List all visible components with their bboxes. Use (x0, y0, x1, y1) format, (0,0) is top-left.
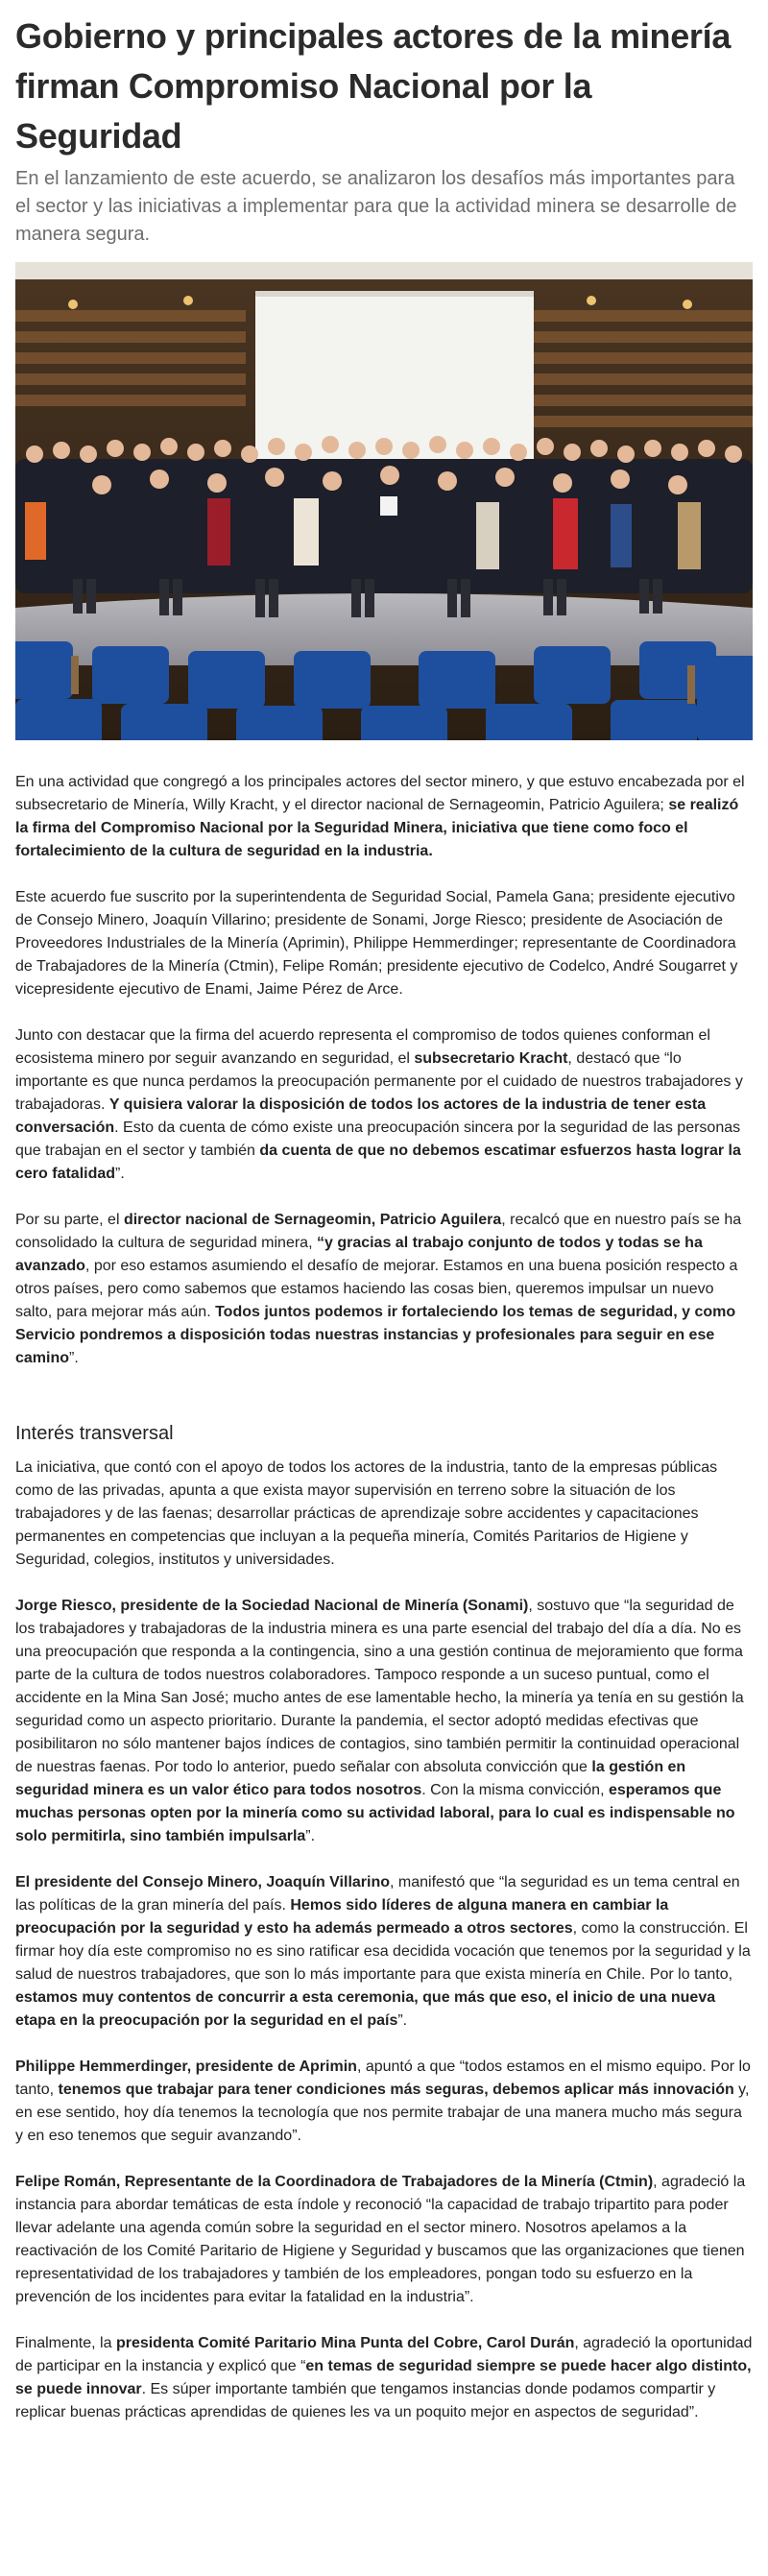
hero-photo (15, 262, 753, 740)
bold-text: Philippe Hemmerdinger, presidente de Aprimin (15, 2058, 357, 2075)
text: . Es súper importante también que tengamos instancias donde podamos compartir y replicar buenas prácticas aprendidas de quienes les va un poquito mejor en aspectos de seguridad”. (15, 2381, 716, 2420)
text: ”. (69, 1350, 79, 1366)
bold-text: Felipe Román, Representante de la Coordinadora de Trabajadores de la Minería (Ctmin) (15, 2174, 654, 2190)
text: , apuntó a que “todos estamos en el mismo equipo. Por lo tanto, (15, 2058, 751, 2098)
body-paragraph (15, 886, 753, 1001)
text: Junto con destacar que la firma del acuerdo representa el compromiso de todos quienes conforman el ecosistema minero por seguir avanzando en seguridad, el (15, 1027, 710, 1067)
text: La iniciativa, que contó con el apoyo de todos los actores de la industria, tanto de la empresas públicas como de las privadas, apunta a que exista mayor supervisión en terreno sobre la situación de los trabajadores y de las faenas; desarrollar prácticas de aprendizaje sobre accidentes y capacitaciones permanentes en competencias que incluyan a la pequeña minería, Comités Paritarios de Higiene y Seguridad, colegios, institutos y universidades. (15, 1459, 718, 1568)
text: , manifestó que “la seguridad es un tema central en las políticas de la gran minería del país. (15, 1874, 740, 1914)
text: , agradeció la oportunidad de participar en la instancia y explicó que “ (15, 2335, 753, 2374)
text: . Esto da cuenta de cómo existe una preocupación sincera por la seguridad de las personas que trabajan en el sector y también (15, 1119, 741, 1159)
text: Finalmente, la (15, 2335, 116, 2351)
text: , agradeció la instancia para abordar temáticas de esta índole y reconoció “la capacidad de trabajo tripartito para poder llevar adelante una agenda común sobre la seguridad en el sector minero. Nosotros apelamos a la reactivación de los Comité Paritario de Higiene y Seguridad y buscamos que las organizaciones que tienen representatividad de los trabajadores y también de los empleadores, pongan todo su esfuerzo en la prevención de los incidentes para evitar la fatalidad en la industria”. (15, 2174, 746, 2305)
bold-text: Todos juntos podemos ir fortaleciendo los temas de seguridad, y como Servicio pondremos a disposición todas nuestras instancias y profesionales para seguir en ese camino (15, 1304, 736, 1366)
text: Este acuerdo fue suscrito por la superintendenta de Seguridad Social, Pamela Gana; presidente ejecutivo de Consejo Minero, Joaquín Villarino; presidente de Sonami, Jorge Riesco; presidente de Asociación de Proveedores Industriales de la Minería (Aprimin), Philippe Hemmerdinger; representante de Coordinadora de Trabajadores de la Minería (Ctmin), Felipe Román; presidente ejecutivo de Codelco, André Sougarret y vicepresidente ejecutivo de Enami, Jaime Pérez de Arce. (15, 889, 738, 998)
text: . Con la misma convicción, (421, 1782, 609, 1798)
bold-text: presidenta Comité Paritario Mina Punta del Cobre, Carol Durán (115, 2335, 575, 2351)
bold-text: en temas de seguridad siempre se puede hacer algo distinto, se puede innovar (15, 2358, 752, 2397)
bold-text: la gestión en seguridad minera es un valor ético para todos nosotros (15, 1759, 686, 1798)
bold-text: director nacional de Sernageomin, Patricio Aguilera (123, 1212, 502, 1228)
text: , recalcó que en nuestro país se ha consolidado la cultura de seguridad minera, (15, 1212, 742, 1251)
body-paragraph (15, 2171, 753, 2309)
body-paragraph (15, 1024, 753, 1186)
text: , destacó que “lo importante es que nunca perdamos la preocupación permanente por el cuidado de nuestros trabajadores y trabajadoras. (15, 1050, 743, 1113)
body-paragraph (15, 2056, 753, 2148)
bold-text: esperamos que muchas personas opten por la minería como su actividad laboral, para lo cual es indispensable no solo permitirla, sino también impulsarla (15, 1782, 735, 1844)
text: , sostuvo que “la seguridad de los trabajadores y trabajadoras de la industria minera es una parte esencial del trabajo del día a día. No es una preocupación que responda a la contingencia, sino a una gestión continua de mejoramiento que forma parte de la cultura de todos nuestros colaboradores. Tampoco responde a un suceso puntual, como el accidente en la Mina San José; mucho antes de ese lamentable hecho, la minería ya tenía en su gestión la seguridad como un aspecto prioritario. Durante la pandemia, el sector adoptó medidas efectivas que posibilitaron no sólo mantener bajos índices de contagios, sino también permitir la continuidad operacional de nuestras faenas. Por todo lo anterior, puedo señalar con absoluta convicción que (15, 1598, 744, 1775)
text: , por eso estamos asumiendo el desafío de mejorar. Estamos en una buena posición respecto a otros países, pero como sabemos que estamos haciendo las cosas bien, queremos impulsar un nuevo salto, para mejorar más aún. (15, 1258, 738, 1320)
text: ”. (305, 1828, 316, 1844)
bold-text: da cuenta de que no debemos escatimar esfuerzos hasta lograr la cero fatalidad (15, 1143, 741, 1182)
bold-text: Jorge Riesco, presidente de la Sociedad Nacional de Minería (Sonami) (15, 1598, 529, 1614)
body-paragraph (15, 1871, 753, 2033)
article-lead: En el lanzamiento de este acuerdo, se analizaron los desafíos más importantes para el sector y las iniciativas a implementar para que la actividad minera se desarrolle de manera segura. (15, 168, 737, 245)
bold-text: subsecretario Kracht (414, 1050, 568, 1067)
bold-text: estamos muy contentos de concurrir a esta ceremonia, que más que eso, el inicio de una nueva etapa en la preocupación por la seguridad en el país (15, 1989, 716, 2029)
text: En una actividad que congregó a los principales actores del sector minero, y que estuvo encabezada por el subsecretario de Minería, Willy Kracht, y el director nacional de Sernageomin, Patricio Aguilera; (15, 774, 745, 813)
text: ”. (397, 2012, 408, 2029)
article-title: Gobierno y principales actores de la minería firman Compromiso Nacional por la Seguridad (15, 16, 732, 156)
text: y, en ese sentido, hoy día tenemos la tecnología que nos permite trabajar de una manera mucho más segura y en eso tenemos que seguir avanzando”. (15, 2082, 750, 2144)
bold-text: “y gracias al trabajo conjunto de todos y todas se ha avanzado (15, 1235, 703, 1274)
article-body (15, 771, 753, 2424)
body-paragraph (15, 1457, 753, 1572)
text: ”. (115, 1166, 125, 1182)
bold-text: tenemos que trabajar para tener condiciones más seguras, debemos aplicar más innovación (58, 2082, 734, 2098)
body-paragraph (15, 1595, 753, 1848)
text: , como la construcción. El firmar hoy día este compromiso no es sino ratificar esa decidida vocación que tenemos por la seguridad y la salud de nuestros trabajadores, que son lo más importante para que exista minería en Chile. Por lo tanto, (15, 1920, 751, 1983)
bold-text: El presidente del Consejo Minero, Joaquín Villarino (15, 1874, 390, 1890)
body-paragraph (15, 1209, 753, 1370)
bold-text: Hemos sido líderes de alguna manera en cambiar la preocupación por la seguridad y esto ha además permeado a otros sectores (15, 1897, 669, 1937)
body-paragraph (15, 771, 753, 863)
bold-text: se realizó la firma del Compromiso Nacional por la Seguridad Minera, iniciativa que tiene como foco el fortalecimiento de la cultura de seguridad en la industria. (15, 797, 739, 859)
text: Por su parte, el (15, 1212, 124, 1228)
body-paragraph (15, 2332, 753, 2424)
section-title: Interés transversal (15, 1423, 174, 1444)
bold-text: Y quisiera valorar la disposición de todos los actores de la industria de tener esta conversación (15, 1096, 707, 1136)
